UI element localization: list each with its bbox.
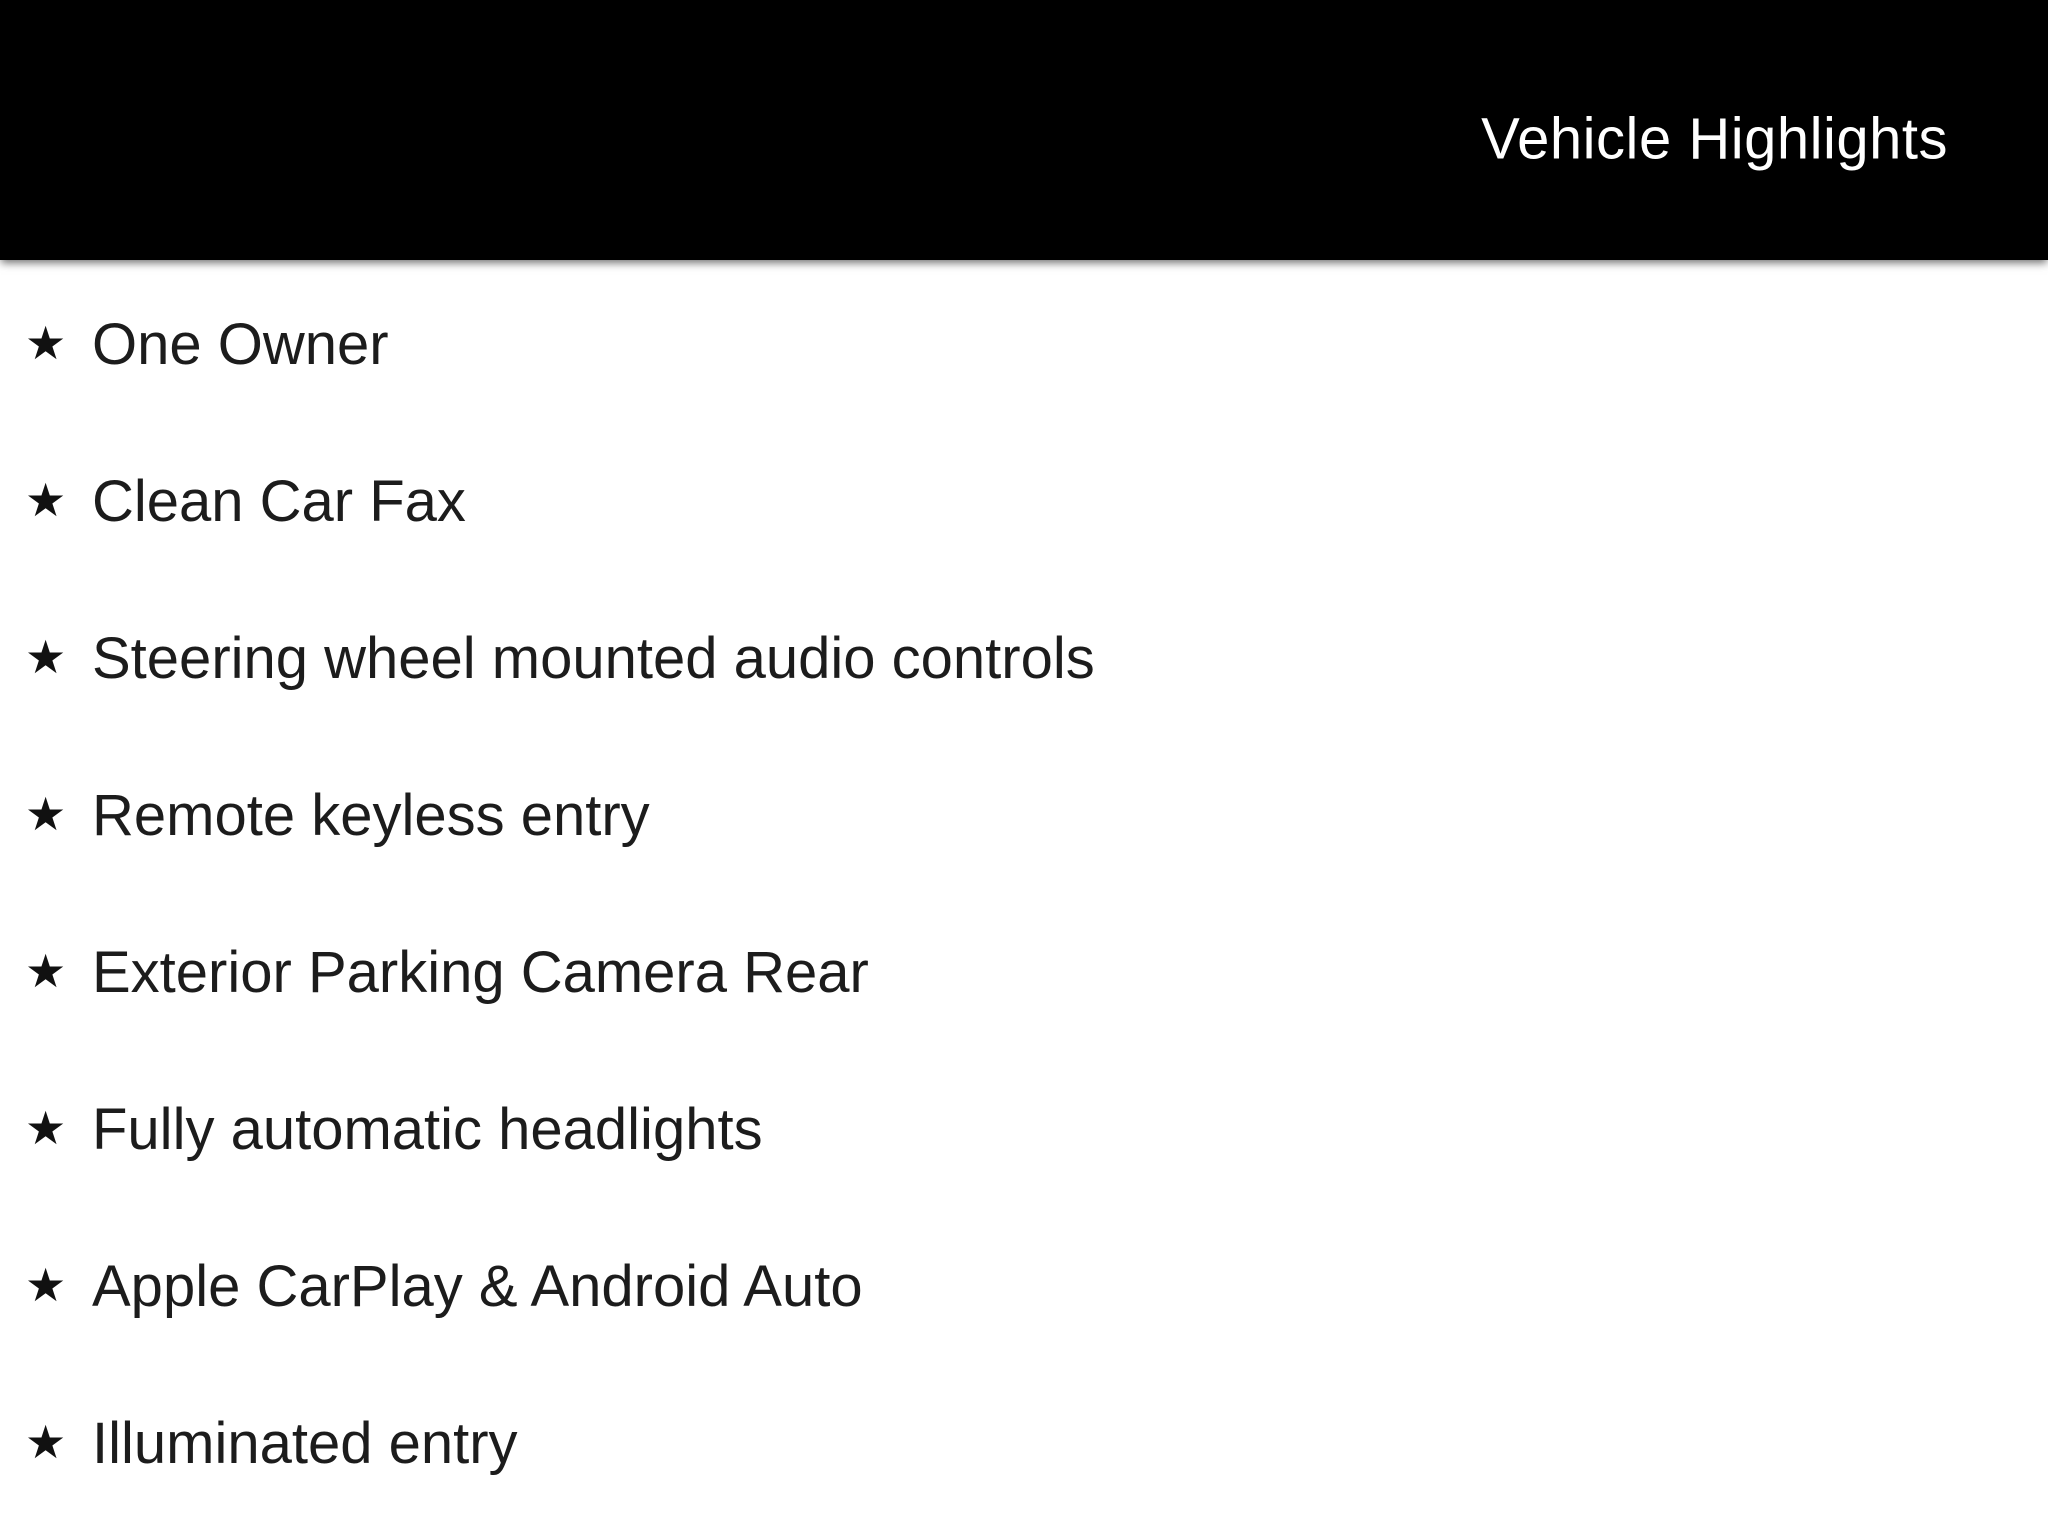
highlight-item xyxy=(25,737,2008,894)
star-icon: ★ xyxy=(25,1415,67,1468)
star-icon: ★ xyxy=(25,630,67,683)
star-icon: ★ xyxy=(25,1101,67,1154)
page-title: Vehicle Highlights xyxy=(1481,106,1948,172)
highlight-item xyxy=(25,266,2008,423)
highlight-item xyxy=(25,894,2008,1051)
highlight-label: Fully automatic headlights xyxy=(92,1097,763,1162)
star-icon: ★ xyxy=(25,944,67,997)
highlight-label: Clean Car Fax xyxy=(92,469,466,534)
star-icon: ★ xyxy=(25,316,67,369)
highlight-item xyxy=(25,423,2008,580)
highlight-label: One Owner xyxy=(92,312,389,377)
star-icon: ★ xyxy=(25,1258,67,1311)
highlight-label: Illuminated entry xyxy=(92,1411,518,1476)
highlight-label: Apple CarPlay & Android Auto xyxy=(92,1254,863,1319)
highlight-label: Steering wheel mounted audio controls xyxy=(92,626,1095,691)
vehicle-highlights-list xyxy=(0,260,2048,1522)
header-bar xyxy=(0,0,2048,260)
star-icon: ★ xyxy=(25,787,67,840)
highlight-label: Remote keyless entry xyxy=(92,783,650,848)
highlight-item xyxy=(25,1365,2008,1522)
highlight-item xyxy=(25,1051,2008,1208)
highlight-item xyxy=(25,580,2008,737)
highlight-item xyxy=(25,1208,2008,1365)
highlight-label: Exterior Parking Camera Rear xyxy=(92,940,869,1005)
star-icon: ★ xyxy=(25,473,67,526)
